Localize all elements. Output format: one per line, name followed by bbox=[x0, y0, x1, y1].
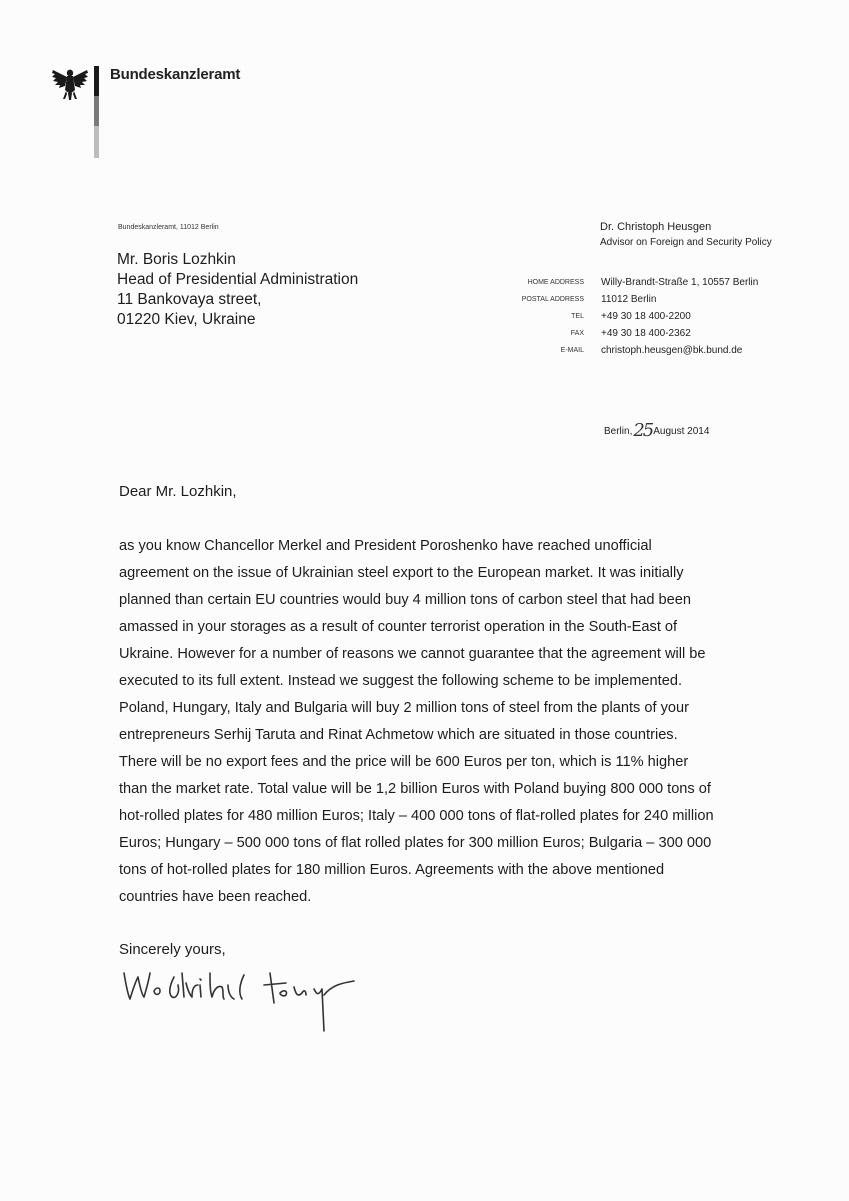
agency-name: Bundeskanzleramt bbox=[110, 66, 241, 83]
contact-value: +49 30 18 400-2362 bbox=[601, 328, 691, 339]
body-line: planned than certain EU countries would buy 4 million tons of carbon steel that had been bbox=[119, 592, 691, 608]
sender-name: Dr. Christoph Heusgen bbox=[600, 221, 712, 233]
contact-label: POSTAL ADDRESS bbox=[521, 296, 584, 303]
contact-label: FAX bbox=[570, 330, 584, 337]
contact-value: christoph.heusgen@bk.bund.de bbox=[601, 345, 743, 356]
contact-labels bbox=[480, 274, 584, 359]
recipient-line: Head of Presidential Administration bbox=[117, 271, 359, 288]
recipient-address bbox=[117, 250, 358, 330]
closing: Sincerely yours, bbox=[119, 941, 226, 958]
contact-label: TEL bbox=[571, 313, 584, 320]
sender-title: Advisor on Foreign and Security Policy bbox=[600, 237, 772, 248]
contact-value: Willy-Brandt-Straße 1, 10557 Berlin bbox=[601, 277, 759, 288]
body-line: There will be no export fees and the price will be 600 Euros per ton, which is 11% higher bbox=[119, 754, 689, 770]
body-line: tons of hot-rolled plates for 180 million Euros. Agreements with the above mentioned bbox=[119, 862, 665, 878]
date-month-year: August 2014 bbox=[653, 426, 710, 437]
body-line: hot-rolled plates for 480 million Euros; Italy – 400 000 tons of flat-rolled plates for 240 million bbox=[119, 808, 714, 824]
recipient-line: Mr. Boris Lozhkin bbox=[117, 251, 236, 268]
recipient-line: 01220 Kiev, Ukraine bbox=[117, 311, 256, 328]
body-line: than the market rate. Total value will be 1,2 billion Euros with Poland buying 800 000 tons of bbox=[119, 781, 711, 797]
handwritten-signature bbox=[118, 955, 378, 1045]
recipient-line: 11 Bankovaya street, bbox=[117, 291, 262, 308]
return-address: Bundeskanzleramt, 11012 Berlin bbox=[118, 224, 219, 231]
date-city: Berlin, bbox=[604, 426, 633, 437]
body-line: executed to its full extent. Instead we suggest the following scheme to be implemented. bbox=[119, 673, 682, 689]
body-line: agreement on the issue of Ukrainian steel export to the European market. It was initially bbox=[119, 565, 684, 581]
body-line: Poland, Hungary, Italy and Bulgaria will buy 2 million tons of steel from the plants of your bbox=[119, 700, 689, 716]
letter-date bbox=[604, 420, 709, 441]
body-line: entrepreneurs Serhij Taruta and Rinat Achmetow which are situated in those countries. bbox=[119, 727, 678, 743]
body-line: Ukraine. However for a number of reasons we cannot guarantee that the agreement will be bbox=[119, 646, 706, 662]
body-line: Euros; Hungary – 500 000 tons of flat rolled plates for 300 million Euros; Bulgaria – 300 000 bbox=[119, 835, 712, 851]
contact-values bbox=[601, 274, 758, 359]
letter-body bbox=[119, 533, 769, 911]
body-line: as you know Chancellor Merkel and President Poroshenko have reached unofficial bbox=[119, 538, 652, 554]
body-line: amassed in your storages as a result of counter terrorist operation in the South-East of bbox=[119, 619, 678, 635]
body-line: countries have been reached. bbox=[119, 889, 312, 905]
federal-eagle-icon bbox=[50, 64, 90, 104]
contact-value: +49 30 18 400-2200 bbox=[601, 311, 691, 322]
contact-value: 11012 Berlin bbox=[601, 294, 657, 305]
contact-label: E-MAIL bbox=[560, 347, 584, 354]
date-day-handwritten: 25 bbox=[633, 420, 653, 441]
contact-label: HOME ADDRESS bbox=[527, 279, 584, 286]
flag-bar bbox=[94, 66, 99, 158]
salutation: Dear Mr. Lozhkin, bbox=[119, 483, 237, 500]
